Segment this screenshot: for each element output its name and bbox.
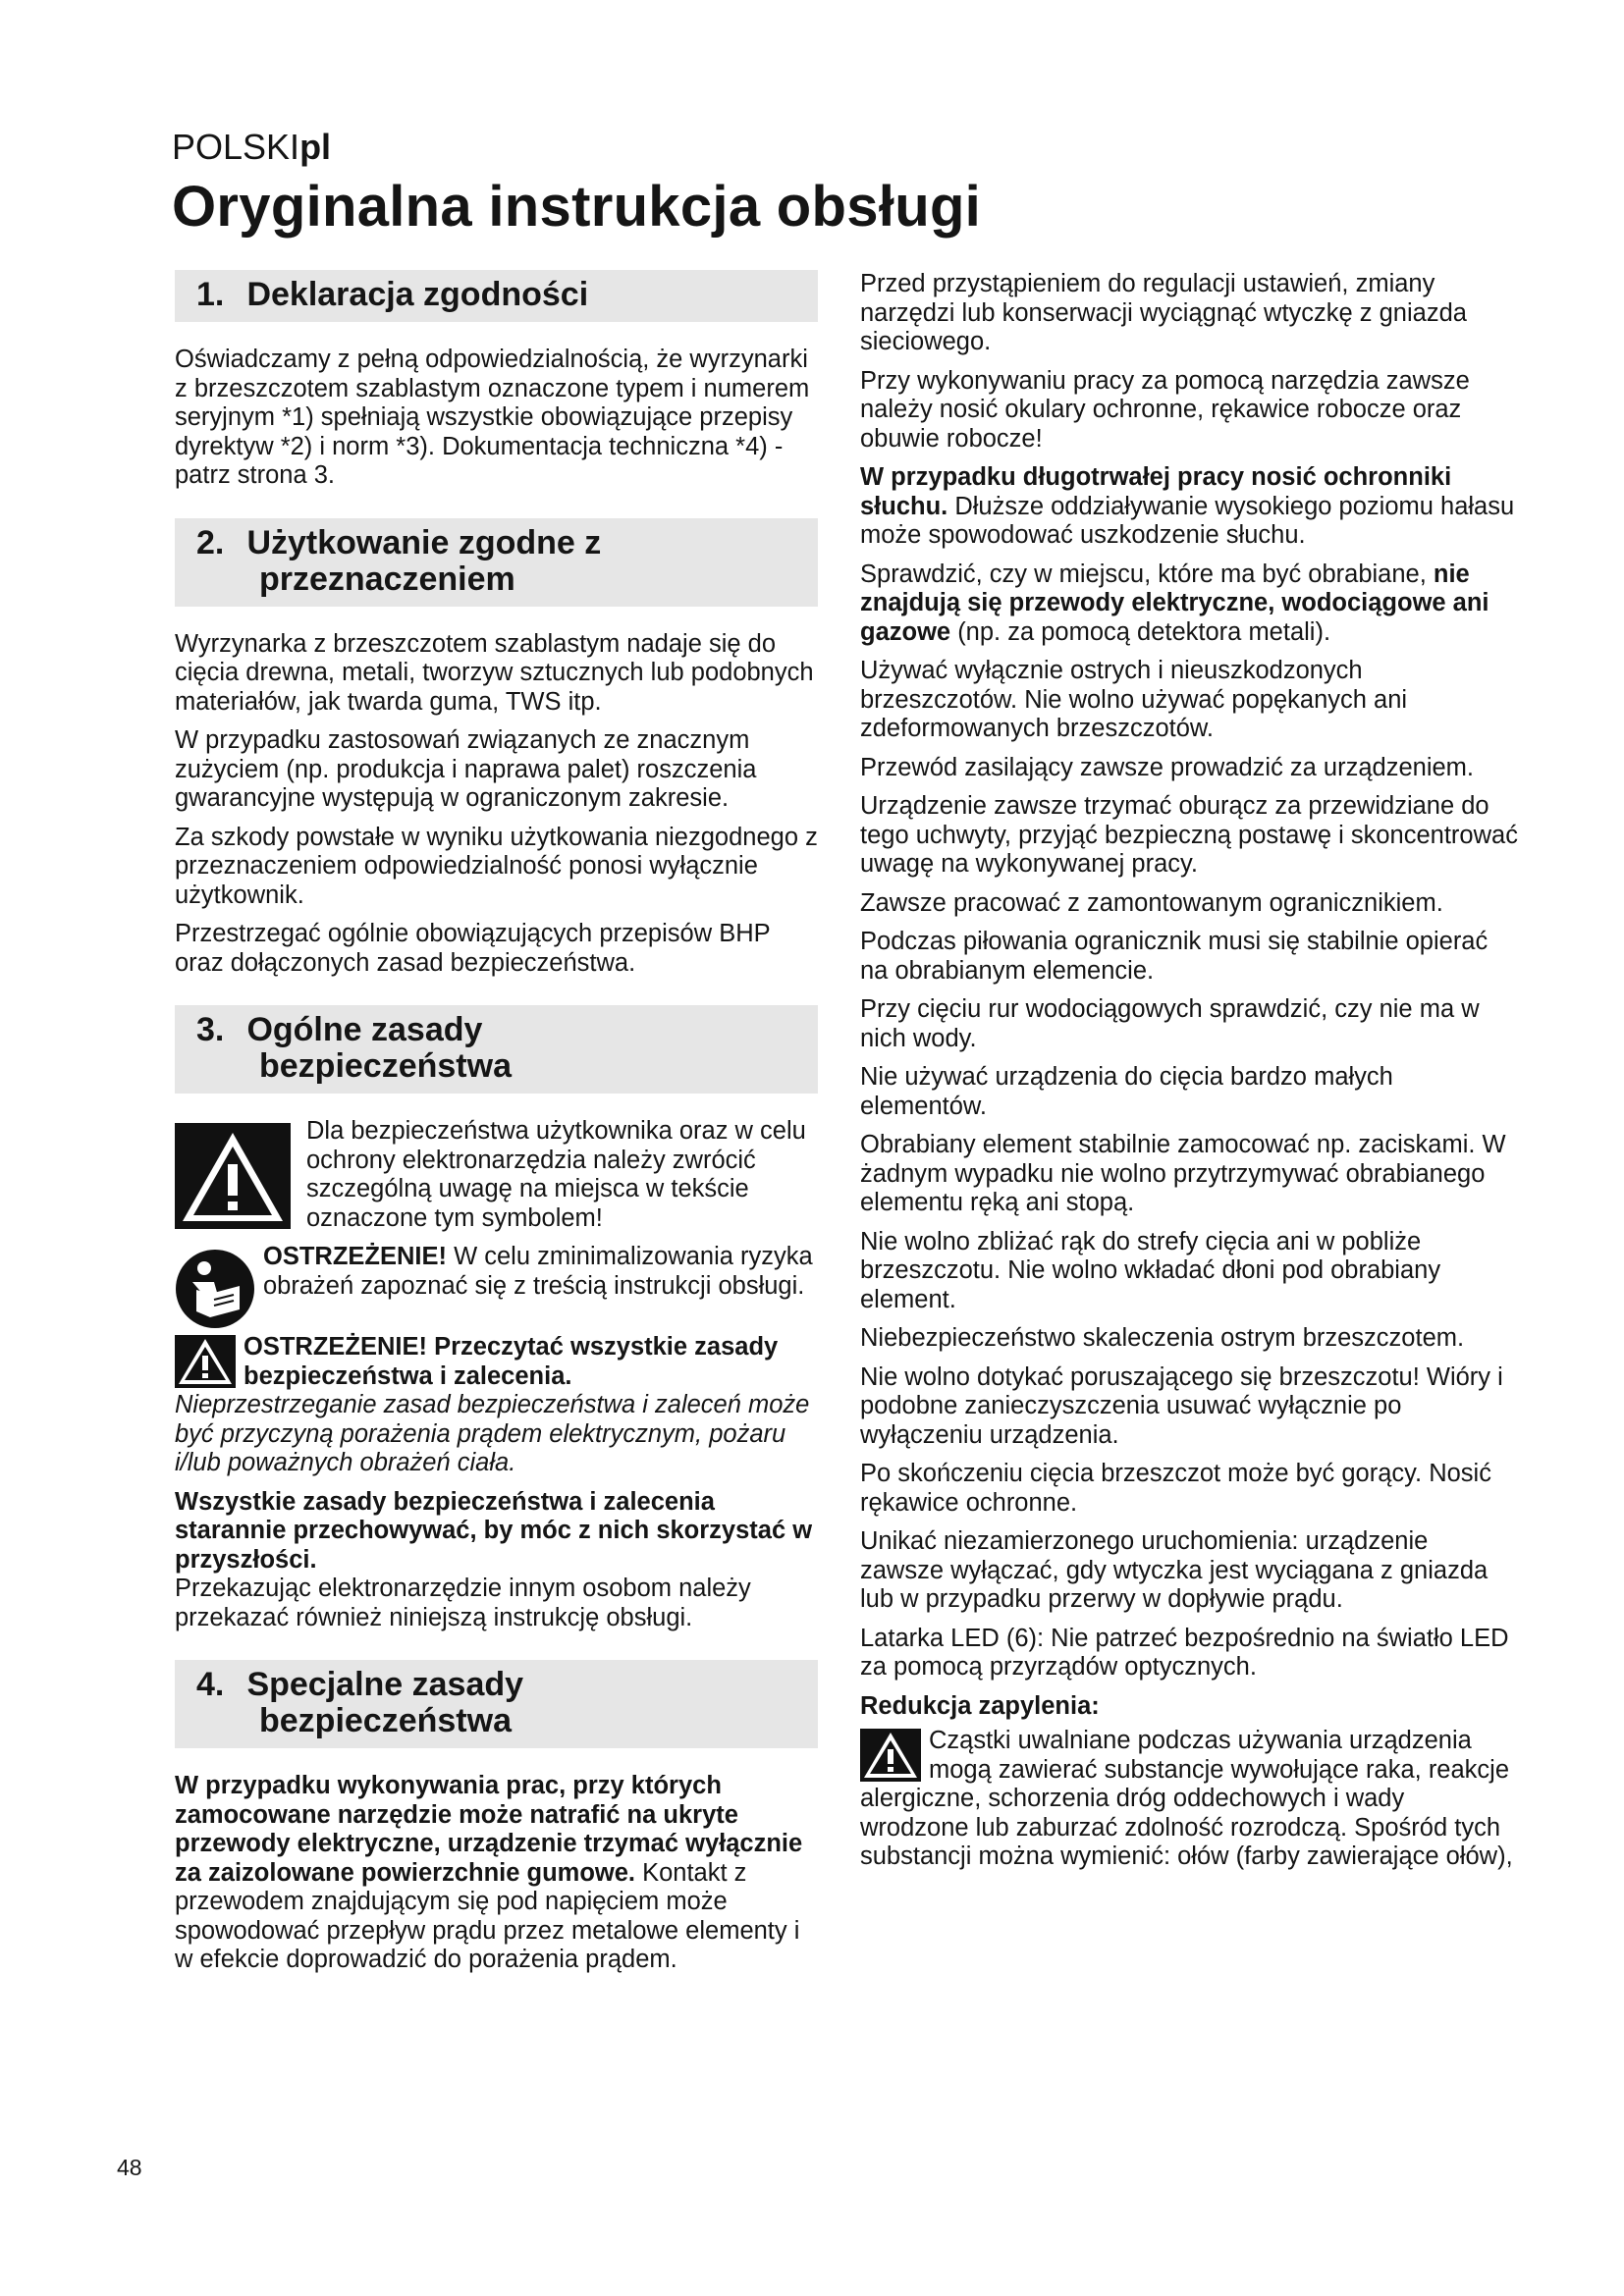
paragraph: Przy cięciu rur wodociągowych sprawdzić, czy nie ma w nich wody. (860, 995, 1480, 1052)
intended-use-text: Wyrzynarka z brzeszczotem szablastym nadaje się do cięcia drewna, metali, tworzyw sztucznych lub podobnych materiałów, jak twarda guma, TWS itp. (175, 629, 814, 716)
language-code: pl (299, 127, 332, 167)
paragraph: Zawsze pracować z zamontowanym ogranicznikiem. (860, 888, 1443, 917)
paragraph: Latarka LED (6): Nie patrzeć bezpośrednio na światło LED za pomocą przyrządów optycznych. (860, 1624, 1509, 1681)
paragraph: Nie używać urządzenia do cięcia bardzo małych elementów. (860, 1063, 1393, 1120)
paragraph: Sprawdzić, czy w miejscu, które ma być obrabiane, nie znajdują się przewody elektryczne, wodociągowe ani gazowe (np. za pomocą detektora metali). (860, 560, 1489, 646)
warning-triangle-icon (175, 1335, 236, 1388)
paragraph: Przewód zasilający zawsze prowadzić za urządzeniem. (860, 753, 1475, 781)
read-manual-note: OSTRZEŻENIE! W celu zminimalizowania ryzyka obrażeń zapoznać się z treścią instrukcji obsługi. (175, 1243, 818, 1333)
paragraph: Urządzenie zawsze trzymać oburącz za przewidziane do tego uchwyty, przyjąć bezpieczną postawę i skoncentrować uwagę na wykonywanej pracy. (860, 792, 1518, 878)
paragraph: Unikać niezamierzonego uruchomienia: urządzenie zawsze wyłączać, gdy wtyczka jest wyciągana z gniazda lub w przypadku przerwy w dopływie prądu. (860, 1527, 1489, 1613)
page-title: Oryginalna instrukcja obsługi (172, 175, 982, 239)
left-column (175, 270, 818, 1985)
read-manual-icon (175, 1249, 255, 1329)
page-number: 48 (117, 2155, 142, 2180)
warning-symbol-note: Dla bezpieczeństwa użytkownika oraz w celu ochrony elektronarzędzia należy zwrócić szczególną uwagę na miejsca w tekście oznaczone tym symbolem! (175, 1117, 818, 1243)
warning-triangle-icon (860, 1729, 921, 1782)
paragraph: Przed przystąpieniem do regulacji ustawień, zmiany narzędzi lub konserwacji wyciągnąć wtyczkę z gniazda sieciowego. (860, 270, 1467, 355)
section-heading-1: 1. Deklaracja zgodności (175, 270, 818, 322)
keep-instructions-bold: Wszystkie zasady bezpieczeństwa i zalecenia starannie przechowywać, by móc z nich skorzystać w przyszłości. (175, 1487, 813, 1574)
paragraph: Niebezpieczeństwo skaleczenia ostrym brzeszczotem. (860, 1324, 1465, 1352)
warning-triangle-icon (175, 1123, 291, 1229)
paragraph: Nie wolno zbliżać rąk do strefy cięcia ani w pobliże brzeszczotu. Nie wolno wkładać dłoni pod obrabiany element. (860, 1227, 1441, 1313)
paragraph: Podczas piłowania ogranicznik musi się stabilnie opierać na obrabianym elemencie. (860, 928, 1489, 985)
paragraph: Przy wykonywaniu pracy za pomocą narzędzia zawsze należy nosić okulary ochronne, rękawice robocze oraz obuwie robocze! (860, 366, 1470, 453)
right-column (860, 270, 1518, 1882)
section-heading-3: 3. Ogólne zasady bezpieczeństwa (175, 1005, 818, 1094)
language-label (172, 128, 331, 167)
paragraph: Używać wyłącznie ostrych i nieuszkodzonych brzeszczotów. Nie wolno używać popękanych ani zdeformowanych brzeszczotów. (860, 657, 1408, 742)
bhp-text: Przestrzegać ogólnie obowiązujących przepisów BHP oraz dołączonych zasad bezpieczeństwa. (175, 920, 771, 977)
liability-text: Za szkody powstałe w wyniku użytkowania niezgodnego z przeznaczeniem odpowiedzialność ponosi wyłącznie użytkownik. (175, 823, 818, 909)
section-heading-4: 4. Specjalne zasady bezpieczeństwa (175, 1660, 818, 1748)
keep-instructions-text: Przekazując elektronarzędzie innym osobom należy przekazać również niniejszą instrukcję obsługi. (175, 1575, 751, 1631)
paragraph: W przypadku długotrwałej pracy nosić ochronniki słuchu. Dłuższe oddziaływanie wysokiego poziomu hałasu może spowodować uszkodzenie słuchu. (860, 463, 1515, 549)
read-all-warning: OSTRZEŻENIE! Przeczytać wszystkie zasady bezpieczeństwa i zalecenia. Nieprzestrzeganie zasad bezpieczeństwa i zaleceń może być przyczyną porażenia prądem elektrycznym, pożaru i/lub poważnych obrażeń ciała. (175, 1333, 810, 1476)
language-name: POLSKI (172, 127, 300, 167)
warranty-text: W przypadku zastosowań związanych ze znacznym zużyciem (np. produkcja i naprawa palet) roszczenia gwarancyjne występują w ograniczonym zakresie. (175, 726, 757, 812)
declaration-text: Oświadczamy z pełną odpowiedzialnością, że wyrzynarki z brzeszczotem szablastym oznaczone typem i numerem seryjnym *1) spełniają wszystkie obowiązujące przepisy dyrektyw *2) i norm *3). Dokumentacja techniczna *4) - patrz strona 3. (175, 346, 810, 489)
paragraph: Nie wolno dotykać poruszającego się brzeszczotu! Wióry i podobne zanieczyszczenia usuwać wyłącznie po wyłączeniu urządzenia. (860, 1362, 1503, 1449)
dust-reduction-heading: Redukcja zapylenia: (860, 1691, 1100, 1720)
paragraph: Obrabiany element stabilnie zamocować np. zaciskami. W żadnym wypadku nie wolno przytrzymywać obrabianego elementu ręką ani stopą. (860, 1131, 1506, 1216)
dust-warning: Cząstki uwalniane podczas używania urządzenia mogą zawierać substancje wywołujące raka, reakcje alergiczne, schorzenia dróg oddechowych i wady wrodzone lub zaburzać zdolność rozrodczą. Spośród tych substancji można wymienić: ołów (farby zawierające ołów), (860, 1727, 1513, 1870)
section-heading-2: 2. Użytkowanie zgodne z przeznaczeniem (175, 518, 818, 607)
paragraph: Po skończeniu cięcia brzeszczot może być gorący. Nosić rękawice ochronne. (860, 1460, 1491, 1517)
hidden-wires-warning: W przypadku wykonywania prac, przy których zamocowane narzędzie może natrafić na ukryte przewody elektryczne, urządzenie trzymać wyłącznie za zaizolowane powierzchnie gumowe. Kontakt z przewodem znajdującym się pod napięciem może spowodować przepływ prądu przez metalowe elementy i w efekcie doprowadzić do porażenia prądem. (175, 1772, 803, 1973)
